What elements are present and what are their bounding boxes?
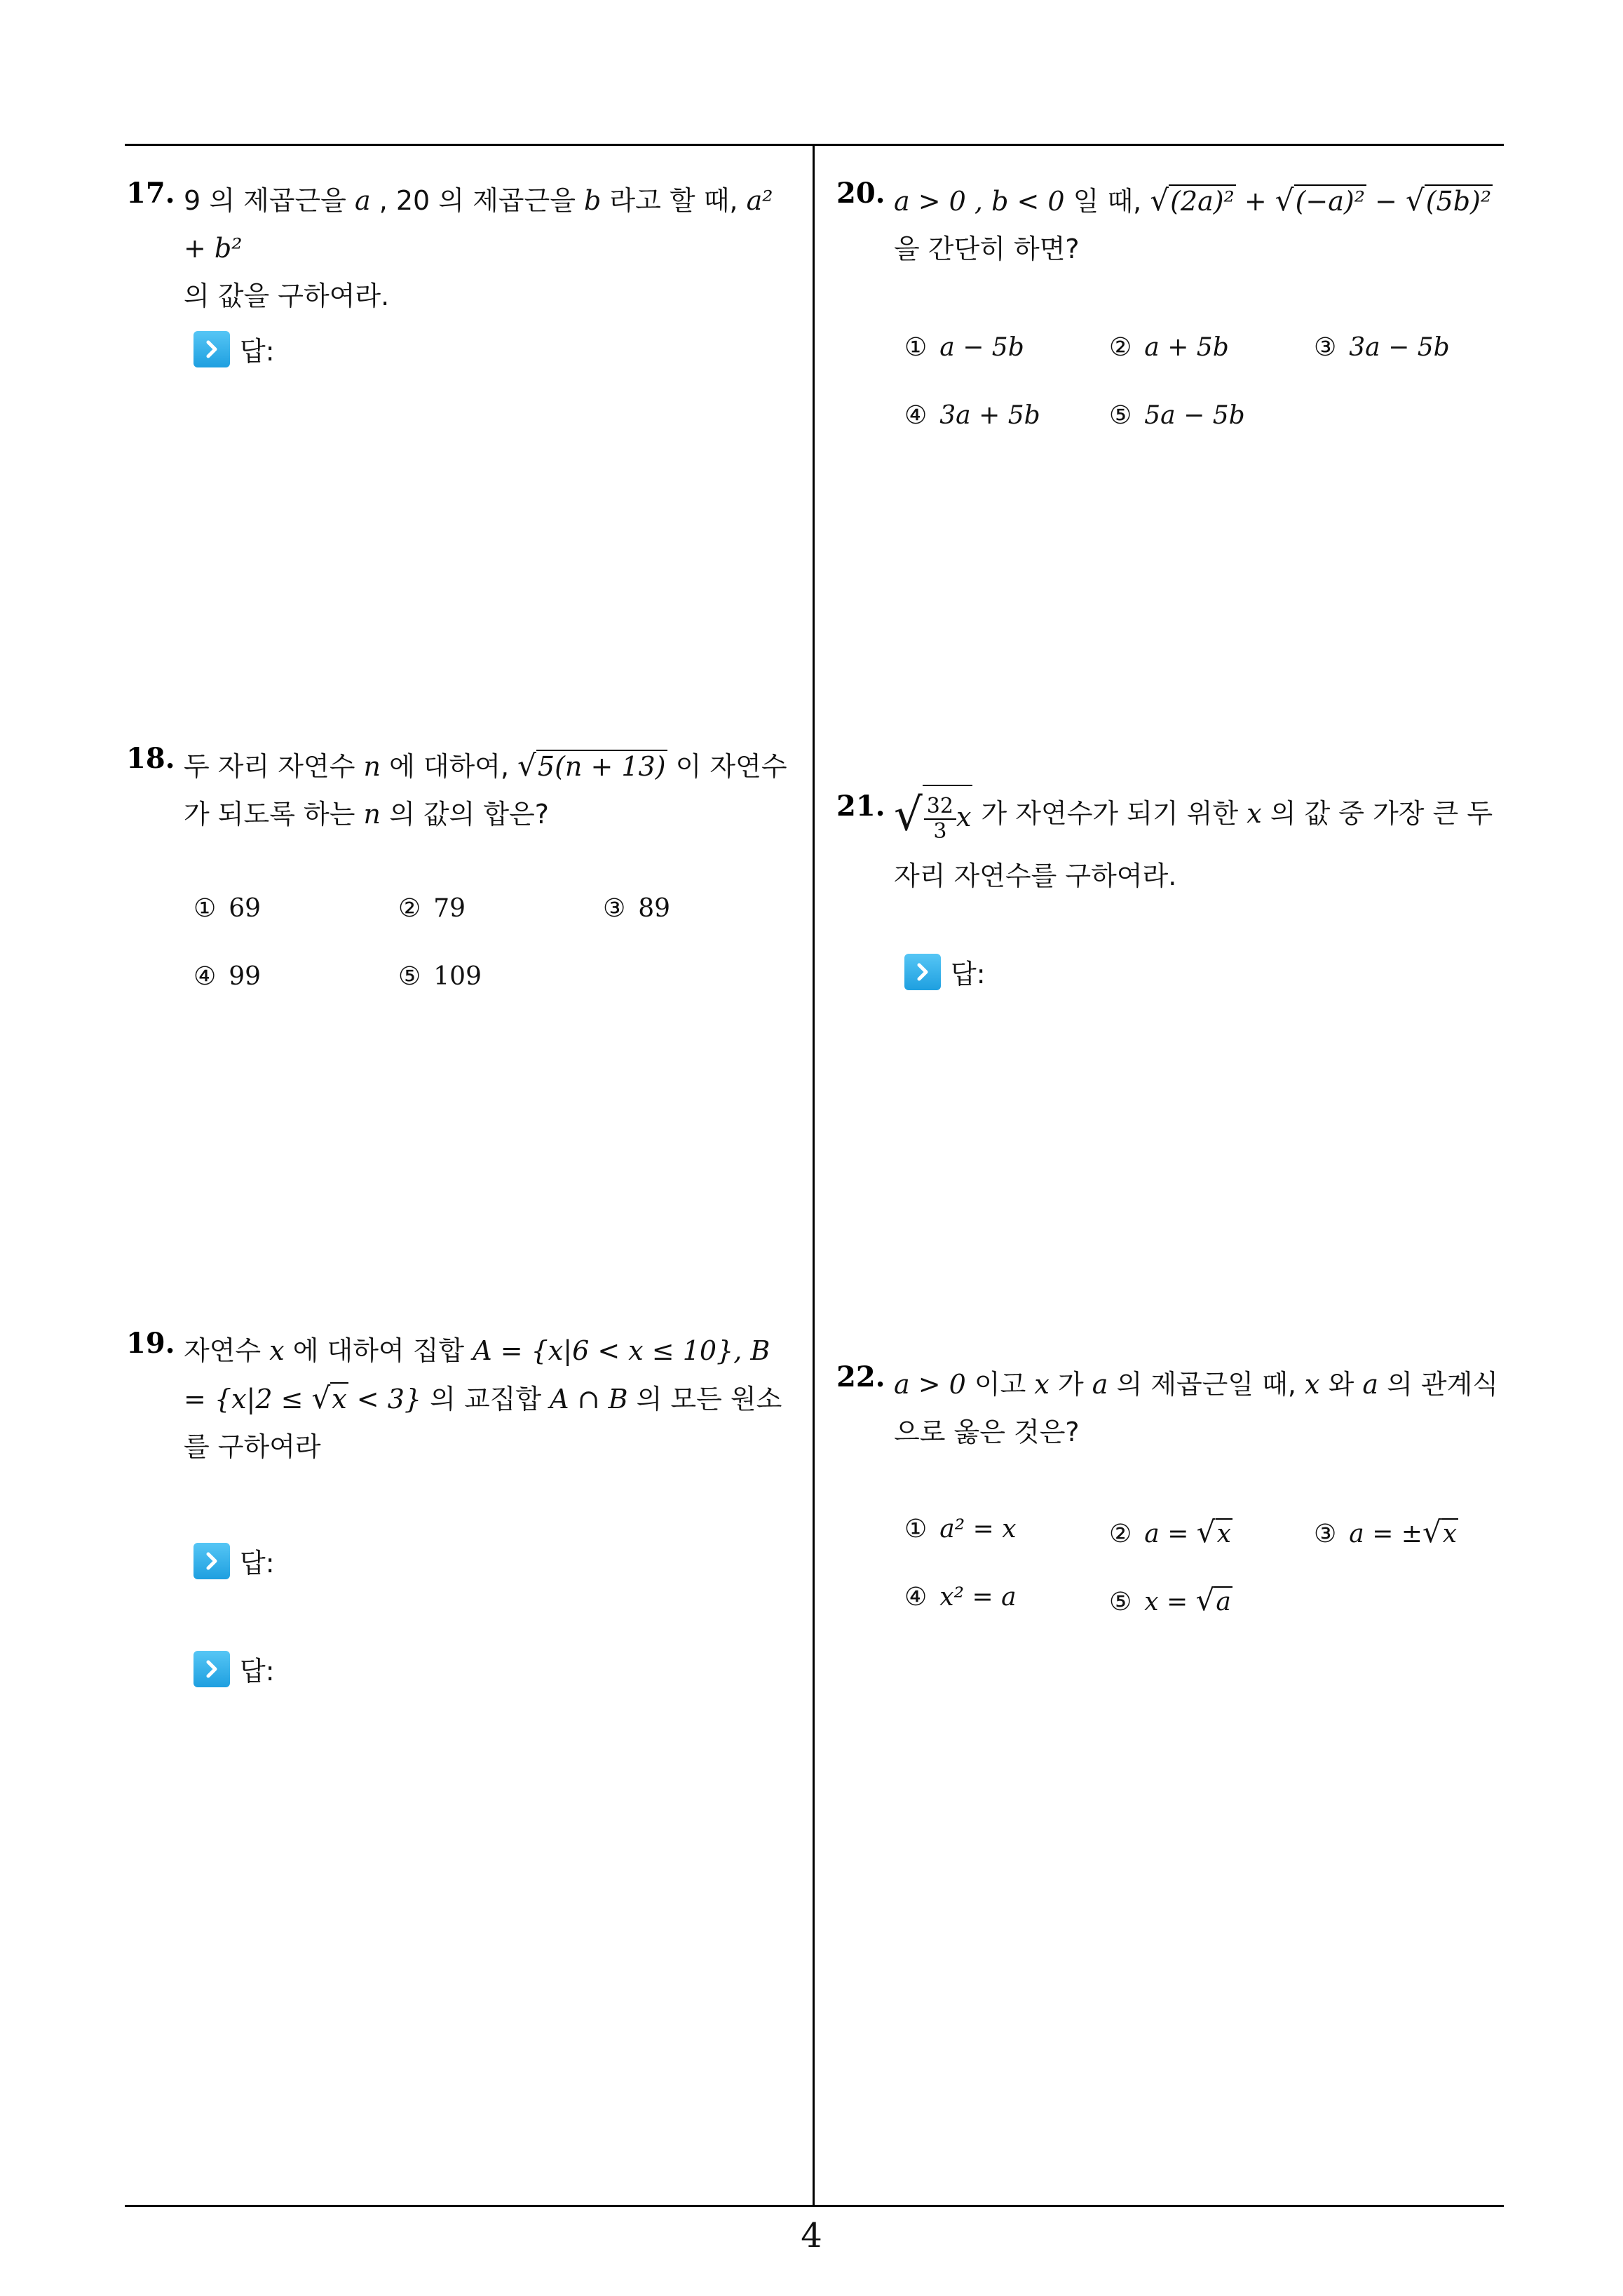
answer-field[interactable] [904, 952, 986, 991]
problem-text: 자연수 x 에 대하여 집합 A = {x|6 < x ≤ 10}, B = {x|2 ≤ √x < 3} 의 교집합 A ∩ B 의 모든 원소를 구하여라 [184, 1335, 782, 1462]
problem-text: a > 0 이고 x 가 a 의 제곱근일 때, x 와 a 의 관계식으로 옳은 것은? [894, 1369, 1499, 1447]
chevron-right-icon [904, 954, 941, 990]
choice-2[interactable]: ② a + 5b [1109, 333, 1229, 362]
chevron-right-icon [193, 331, 230, 367]
choice-5[interactable]: ⑤ x = √a [1109, 1583, 1231, 1617]
choice-3[interactable]: ③ 89 [603, 894, 671, 923]
choice-1[interactable]: ① 69 [193, 894, 262, 923]
answer-field[interactable] [193, 330, 275, 368]
choice-2[interactable]: ② a = √x [1109, 1515, 1231, 1549]
choice-1[interactable]: ① a − 5b [904, 333, 1024, 362]
chevron-right-icon [193, 1543, 230, 1579]
problem-17 [126, 177, 799, 320]
problem-19 [126, 1327, 799, 1471]
choice-1[interactable]: ① a² = x [904, 1515, 1017, 1544]
answer-label: 답: [240, 336, 275, 367]
answer-label: 답: [240, 1656, 275, 1687]
choice-2[interactable]: ② 79 [398, 894, 466, 923]
problem-22 [836, 1360, 1509, 1456]
column-divider [813, 144, 815, 2207]
answer-field[interactable] [193, 1649, 275, 1688]
problem-text: √ $\frac{32}{3}$ x 가 자연수가 되기 위한 x 의 값 중 가장 큰 두 자리 자연수를 구하여라. [894, 784, 1509, 905]
bottom-rule [125, 2205, 1504, 2207]
choice-3[interactable]: ③ 3a − 5b [1314, 333, 1450, 362]
choice-3[interactable]: ③ a = ±√x [1314, 1515, 1458, 1549]
chevron-right-icon [193, 1651, 230, 1687]
problem-21 [836, 784, 1509, 905]
choice-5[interactable]: ⑤ 109 [398, 962, 482, 991]
problem-text: 두 자리 자연수 n 에 대하여, √5(n + 13) 이 자연수가 되도록 하는 n 의 값의 합은? [184, 748, 787, 830]
problem-20 [836, 177, 1509, 273]
problem-number: 20. [836, 177, 885, 210]
choice-5[interactable]: ⑤ 5a − 5b [1109, 401, 1245, 430]
problem-18 [126, 742, 799, 838]
answer-field[interactable] [193, 1541, 275, 1580]
page-number: 4 [801, 2216, 822, 2255]
problem-number: 22. [836, 1360, 885, 1393]
problem-text: 9 의 제곱근을 a , 20 의 제곱근을 b 라고 할 때, a² + b² 의 값을 구하여라. [184, 185, 773, 311]
problem-number: 18. [126, 742, 175, 775]
answer-label: 답: [951, 959, 986, 990]
fraction: $\frac{32}{3}$ [924, 795, 956, 844]
problem-number: 17. [126, 177, 175, 210]
problem-number: 21. [836, 790, 885, 823]
answer-label: 답: [240, 1548, 275, 1579]
problem-number: 19. [126, 1327, 175, 1360]
choice-4[interactable]: ④ x² = a [904, 1583, 1017, 1612]
choice-4[interactable]: ④ 3a + 5b [904, 401, 1040, 430]
problem-text: a > 0 , b < 0 일 때, √(2a)² + √(−a)² − √(5b)² 을 간단히 하면? [894, 183, 1492, 264]
choice-4[interactable]: ④ 99 [193, 962, 262, 991]
